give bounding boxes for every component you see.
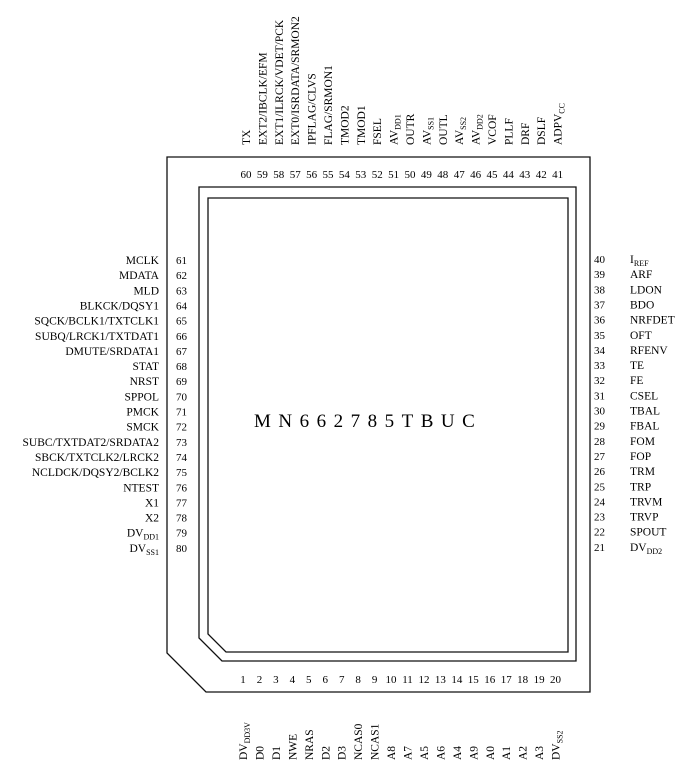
- pin-1-number: 1: [240, 674, 246, 686]
- chip-name: MN662785TBUC: [254, 411, 483, 432]
- pin-37-name: BDO: [630, 299, 655, 312]
- pin-51-number: 51: [388, 169, 400, 181]
- pin-70-name: SPPOL: [124, 391, 159, 404]
- pin-42-name: DSLF: [536, 116, 549, 145]
- pin-36-number: 36: [594, 314, 605, 327]
- pin-26-number: 26: [594, 466, 605, 479]
- pin-41-name: $ADPV_{CC}$: [552, 103, 567, 145]
- pin-64-name: BLKCK/DQSY1: [79, 300, 159, 313]
- pin-76-name: NTEST: [123, 482, 159, 495]
- pin-29-name: FBAL: [630, 420, 660, 433]
- pin-38-number: 38: [594, 284, 605, 297]
- pin-31-number: 31: [594, 390, 605, 403]
- right-pins: [594, 254, 675, 556]
- pin-21-name: $DV_{DD2}$: [630, 541, 663, 556]
- pin-68-number: 68: [176, 361, 187, 374]
- pin-20-number: 20: [550, 674, 562, 686]
- pin-48-name: OUTL: [437, 114, 450, 145]
- pin-31-name: CSEL: [630, 390, 659, 403]
- pin-11-name: A7: [402, 745, 415, 760]
- bottom-pins: [238, 674, 565, 760]
- pin-27-number: 27: [594, 450, 605, 463]
- pin-30-name: TBAL: [630, 405, 661, 418]
- pin-44-name: PLLF: [503, 118, 516, 145]
- pin-63-number: 63: [176, 285, 187, 298]
- pin-25-name: TRP: [630, 481, 652, 494]
- pin-80-name: $DV_{SS1}$: [129, 542, 159, 557]
- pin-71-number: 71: [176, 406, 187, 419]
- pin-1-name-subscript: DD3V: [243, 722, 252, 744]
- pin-56-number: 56: [306, 169, 318, 181]
- pin-35-name: OFT: [630, 329, 652, 342]
- pin-77-name: X1: [144, 497, 159, 510]
- pin-25-number: 25: [594, 481, 605, 494]
- pin-11-number: 11: [402, 674, 413, 686]
- pin-59-name: EXT2/IBCLK/EFM: [257, 52, 270, 145]
- pin-9-number: 9: [371, 674, 378, 686]
- pin-35-number: 35: [594, 329, 605, 342]
- pin-15-name: A9: [468, 745, 481, 760]
- pin-79-name-subscript: DD1: [143, 532, 159, 542]
- pin-24-number: 24: [594, 496, 605, 509]
- pin-57-name: EXT0/ISRDATA/SRMON2: [290, 16, 303, 145]
- pin-40-name: $I_{REF}$: [630, 254, 649, 268]
- pin-36-name: NRFDET: [630, 314, 675, 327]
- pin-44-number: 44: [502, 169, 514, 181]
- pin-72-number: 72: [176, 421, 187, 434]
- pin-47-number: 47: [453, 169, 465, 181]
- pin-50-name: OUTR: [405, 113, 417, 145]
- pin-22-name: SPOUT: [630, 526, 667, 539]
- pin-34-name: RFENV: [630, 344, 668, 357]
- pin-68-name: STAT: [132, 361, 159, 374]
- pin-8-name: NCAS0: [353, 723, 366, 760]
- pin-5-number: 5: [306, 674, 312, 686]
- pin-75-name: NCLDCK/DQSY2/BCLK2: [31, 467, 159, 480]
- pin-79-name: $DV_{DD1}$: [126, 527, 159, 542]
- pin-22-number: 22: [594, 526, 605, 539]
- pin-49-name: $AV_{SS1}$: [421, 116, 436, 145]
- pin-28-name: FOM: [630, 435, 655, 448]
- pin-54-name: TMOD2: [339, 105, 352, 145]
- pin-21-name-subscript: DD2: [646, 546, 663, 556]
- pin-32-number: 32: [594, 375, 605, 388]
- pin-42-number: 42: [535, 169, 547, 181]
- pin-18-name: A2: [517, 745, 530, 760]
- pin-51-name-subscript: DD1: [393, 114, 403, 130]
- pin-45-number: 45: [486, 169, 498, 181]
- pin-3-number: 3: [273, 674, 279, 686]
- pin-65-name: SQCK/BCLK1/TXTCLK1: [34, 315, 159, 328]
- pin-6-name: D2: [320, 745, 333, 760]
- pin-62-number: 62: [176, 270, 187, 283]
- pin-38-name: LDON: [630, 284, 662, 297]
- pin-64-number: 64: [176, 300, 187, 313]
- pin-53-number: 53: [355, 169, 367, 181]
- pin-10-number: 10: [385, 674, 397, 686]
- pin-61-number: 61: [176, 255, 187, 267]
- pin-34-number: 34: [594, 344, 605, 357]
- pin-58-name: EXT1/ILRCK/VDET/PCK: [273, 19, 286, 145]
- pin-29-number: 29: [594, 420, 605, 433]
- pin-8-number: 8: [355, 674, 361, 686]
- pin-46-name-subscript: DD2: [475, 114, 485, 130]
- pin-72-name: SMCK: [126, 421, 159, 434]
- pin-2-number: 2: [256, 674, 263, 686]
- pin-13-name: A6: [435, 745, 448, 760]
- pin-20-name-subscript: SS2: [555, 730, 565, 744]
- pin-46-name: $AV_{DD2}$: [470, 114, 485, 145]
- pin-66-number: 66: [176, 330, 187, 343]
- pin-28-number: 28: [594, 435, 605, 448]
- pin-75-number: 75: [176, 467, 187, 480]
- pin-43-name: DRF: [519, 122, 532, 145]
- pin-23-name: TRVP: [630, 511, 659, 524]
- pin-78-name: X2: [144, 512, 159, 525]
- pin-4-number: 4: [289, 674, 296, 686]
- pin-41-number: 41: [552, 169, 564, 181]
- pin-76-number: 76: [176, 482, 187, 495]
- pin-54-number: 54: [338, 169, 350, 181]
- pin-55-name: FLAG/SRMON1: [323, 65, 335, 145]
- pin-55-number: 55: [322, 169, 334, 181]
- pin-24-name: TRVM: [630, 496, 663, 509]
- pin-39-name: ARF: [630, 269, 653, 282]
- pin-60-name: TX: [241, 129, 253, 145]
- pin-17-number: 17: [500, 674, 512, 686]
- pin-27-name: FOP: [630, 450, 652, 463]
- pin-7-name: D3: [336, 745, 349, 760]
- pin-69-number: 69: [176, 376, 187, 389]
- pin-51-name: $AV_{DD1}$: [388, 114, 403, 145]
- pin-37-number: 37: [594, 299, 605, 312]
- pin-5-name: NRAS: [303, 729, 316, 760]
- pin-52-name: FSEL: [372, 118, 385, 145]
- pin-53-name: TMOD1: [355, 105, 368, 145]
- pin-3-name: D1: [270, 745, 283, 760]
- pin-6-number: 6: [322, 674, 328, 686]
- pin-20-name: $DV_{SS2}$: [550, 730, 565, 760]
- pin-70-number: 70: [176, 391, 187, 404]
- pin-14-number: 14: [451, 674, 463, 686]
- pin-26-name: TRM: [630, 466, 655, 479]
- pin-69-name: NRST: [129, 376, 159, 389]
- pin-47-name: $AV_{SS2}$: [454, 116, 469, 145]
- pin-62-name: MDATA: [119, 270, 159, 283]
- pin-41-name-subscript: CC: [557, 103, 567, 114]
- pin-80-name-subscript: SS1: [146, 547, 159, 557]
- pin-39-number: 39: [594, 269, 605, 282]
- pin-40-name-subscript: REF: [633, 259, 649, 268]
- pin-4-name: NWE: [287, 733, 300, 760]
- pin-33-number: 33: [594, 360, 605, 373]
- pin-10-name: A8: [386, 745, 399, 760]
- pin-66-name: SUBQ/LRCK1/TXTDAT1: [35, 330, 159, 343]
- pin-80-number: 80: [176, 542, 187, 555]
- pin-43-number: 43: [519, 169, 531, 181]
- pin-17-name: A1: [501, 745, 514, 760]
- pin-61-name: MCLK: [125, 255, 159, 267]
- pin-12-name: A5: [418, 745, 431, 760]
- pin-77-number: 77: [176, 497, 187, 510]
- pin-59-number: 59: [256, 169, 268, 181]
- pin-50-number: 50: [404, 169, 416, 181]
- pin-73-number: 73: [176, 436, 187, 449]
- pin-13-number: 13: [434, 674, 446, 686]
- pin-46-number: 46: [470, 169, 482, 181]
- pin-67-name: DMUTE/SRDATA1: [65, 345, 159, 358]
- pin-2-name: D0: [254, 745, 267, 760]
- pin-48-number: 48: [437, 169, 449, 181]
- pin-21-number: 21: [594, 541, 605, 554]
- pin-74-name: SBCK/TXTCLK2/LRCK2: [35, 451, 159, 464]
- pin-7-number: 7: [338, 674, 345, 686]
- pin-16-number: 16: [484, 674, 496, 686]
- pin-19-name: A3: [534, 745, 547, 760]
- pin-56-name: IPFLAG/CLVS: [306, 73, 319, 145]
- pin-49-name-subscript: SS1: [426, 116, 436, 130]
- pin-74-number: 74: [176, 451, 187, 464]
- pin-49-number: 49: [420, 169, 432, 181]
- pin-63-name: MLD: [133, 285, 159, 298]
- left-pins: [23, 255, 188, 557]
- pin-47-name-subscript: SS2: [459, 116, 469, 130]
- pin-57-number: 57: [289, 169, 301, 181]
- pin-19-number: 19: [533, 674, 545, 686]
- pin-52-number: 52: [371, 169, 383, 181]
- pin-16-name: A0: [484, 745, 497, 760]
- pin-9-name: NCAS1: [369, 723, 382, 760]
- pin-73-name: SUBC/TXTDAT2/SRDATA2: [22, 436, 159, 449]
- pin-18-number: 18: [517, 674, 529, 686]
- pin-1-name: $DV_{DD3V}$: [238, 722, 252, 760]
- pin-33-name: TE: [630, 360, 645, 373]
- pin-58-number: 58: [273, 169, 285, 181]
- pin-40-number: 40: [594, 254, 605, 266]
- pin-12-number: 12: [418, 674, 430, 686]
- top-pins: [241, 16, 567, 181]
- pin-32-name: FE: [630, 375, 644, 388]
- pin-14-name: A4: [451, 745, 464, 760]
- pin-65-number: 65: [176, 315, 187, 328]
- pin-30-number: 30: [594, 405, 605, 418]
- pin-60-number: 60: [240, 169, 252, 181]
- pin-23-number: 23: [594, 511, 605, 524]
- pin-45-name: VCOF: [487, 114, 499, 145]
- pin-79-number: 79: [176, 527, 187, 540]
- pin-15-number: 15: [467, 674, 479, 686]
- pin-71-name: PMCK: [126, 406, 159, 419]
- pin-67-number: 67: [176, 345, 187, 358]
- pin-78-number: 78: [176, 512, 187, 525]
